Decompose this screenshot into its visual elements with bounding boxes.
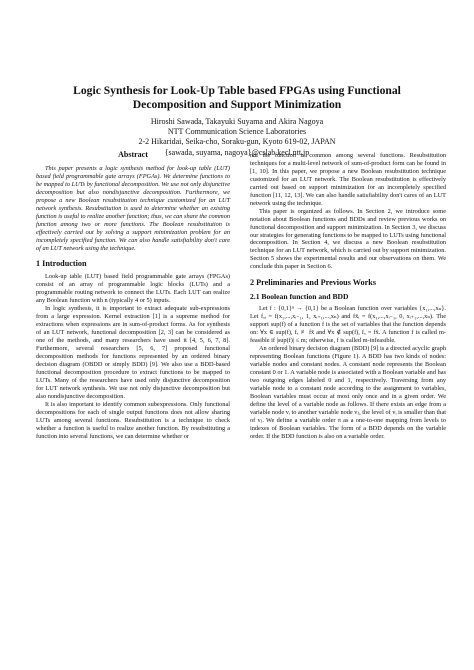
paper-title — [30, 84, 444, 112]
section-2-heading: 2 Preliminaries and Previous Works — [250, 278, 377, 288]
email: {sawada, suyama, nagoya}@cslab.kecl.ntt.jp — [164, 147, 310, 157]
intro-paragraph-3: It is also important to identify common subexpressions. Only functional decompositions for each of single output functions does not allow sharing LUTs among several functions. Resubstitution is a technique to check whether a function is useful to realize another function. By resubstituting a function into several functions, we can determine whether or — [36, 400, 230, 440]
author-names: Hiroshi Sawada, Takayuki Suyama and Akira Nagoya — [150, 117, 324, 126]
abstract-heading: Abstract — [118, 150, 148, 159]
right-paragraph-1: not the function is common among several functions. Resubstitution techniques for a multi-level network of sum-of-product form can be found in [1, 10]. In this paper, we propose a new Boolean resubstitution technique customized for an LUT network. The Boolean resubstitution is effectively carried out based on support minimization for an incompletely specified function [11, 12, 13]. We can also handle satisfiability don't cares of an LUT network using the technique. — [250, 152, 446, 207]
title-line-1: Logic Synthesis for Look-Up Table based FPGAs using Functional — [73, 84, 401, 97]
address: 2-2 Hikaridai, Seika-cho, Soraku-gun, Kyoto 619-02, JAPAN — [138, 137, 336, 147]
affiliation: NTT Communication Science Laboratories — [167, 127, 307, 137]
abstract — [36, 165, 230, 252]
abstract-text: This paper presents a logic synthesis method for look-up table (LUT) based field programmable gate arrays (FPGAs). We determine functions to be mapped to LUTs by functional decomposition. We use not only disjunctive decomposition but also nondisjunctive decomposition. Furthermore, we propose a new Boolean resubstitution technique customized for an LUT network synthesis. Resubstitution is used to determine whether an existing function is useful to realize another function; thus, we can share the common function among two or more functions. The Boolean resubstitution is effectively carried out by solving a support minimization problem for an incompletely specified function. We can also handle satisfiability don't care of an LUT network using the technique. — [36, 165, 230, 252]
left-column — [36, 150, 230, 441]
right-column — [250, 152, 446, 441]
intro-paragraph-2: In logic synthesis, it is important to extract adequate sub-expressions from a large expression. Kernel extraction [1] is a supreme method for extractions when expressions are in sum-of-product forms. As for synthesis of an LUT network, functional decomposition [2, 3] can be considered as one of the methods, and many researchers have used it [4, 5, 6, 7, 8]. Furthermore, several researchers [5, 6, 7] proposed functional decomposition methods for functions represented by an ordered binary decision diagram (OBDD or simply BDD) [9]. We also use a BDD-based functional decomposition procedure to extract functions to be mapped to LUTs. Many of the researchers have used only disjunctive decomposition for LUT network synthesis. We use not only disjunctive decomposition but also nondisjunctive decomposition. — [36, 305, 230, 400]
section-2-1-heading: 2.1 Boolean function and BDD — [250, 292, 349, 302]
bdd-paragraph-2: An ordered binary decision diagram (BDD) [9] is a directed acyclic graph representing Boolean functions (Figure 1). A BDD has two kinds of nodes: variable nodes and constant nodes. A constant node represents the Boolean constant 0 or 1. A variable node is associated with a Boolean variable and has two outgoing edges labeled 0 and 1, respectively. Traversing from any variable node to a constant node according to the assignment to variables, Boolean variables must occur at most only once and in a given order. We define the level of a variable node as follows. If there exists an edge from a variable node vᵢ to another variable node vⱼ, the level of vᵢ is smaller than that of vⱼ. We define a variable order π as a one-to-one mapping from levels to indexes of Boolean variables. The form of a BDD depends on the variable order. If the BDD function is also on a variable order. — [250, 345, 446, 440]
section-1-heading: 1 Introduction — [36, 259, 87, 269]
title-line-2: Decomposition and Support Minimization — [132, 98, 342, 111]
intro-paragraph-1: Look-up table (LUT) based field programmable gate arrays (FPGAs) consist of an array of programmable logic blocks (LUTs) and a programmable routing network to connect the LUTs. Each LUT can realize any Boolean function with n (typically 4 or 5) inputs. — [36, 273, 230, 305]
right-paragraph-2: This paper is organized as follows. In Section 2, we introduce some notation about Boolean functions and BDDs and review previous works on functional decomposition and support minimization. In Section 3, we discuss our strategies for generating functions to be mapped to LUTs using functional decomposition. In Section 4, we discuss a new Boolean resubstitution technique for an LUT network, which is carried out by support minimization. Section 5 shows the experimental results and our observations on them. We conclude this paper in Section 6. — [250, 207, 446, 271]
bdd-paragraph-1: Let f : {0,1}ⁿ → {0,1} be a Boolean function over variables {x₁,...,xₙ}. Let fₓᵢ = f(x₁,...,xᵢ₋₁, 1, xᵢ₊₁,...,xₙ) and fx̄ᵢ = f(x₁,...,xᵢ₋₁, 0, xᵢ₊₁,...,xₙ). The support sup(f) of a function f is the set of variables that the function depends on: ∀x ∈ sup(f), fₓ ≢ fx̄ and ∀x ∉ sup(f), fₓ = fx̄. A function f is called m-feasible if |sup(f)| ≤ m; otherwise, f is called m-infeasible. — [250, 305, 446, 345]
